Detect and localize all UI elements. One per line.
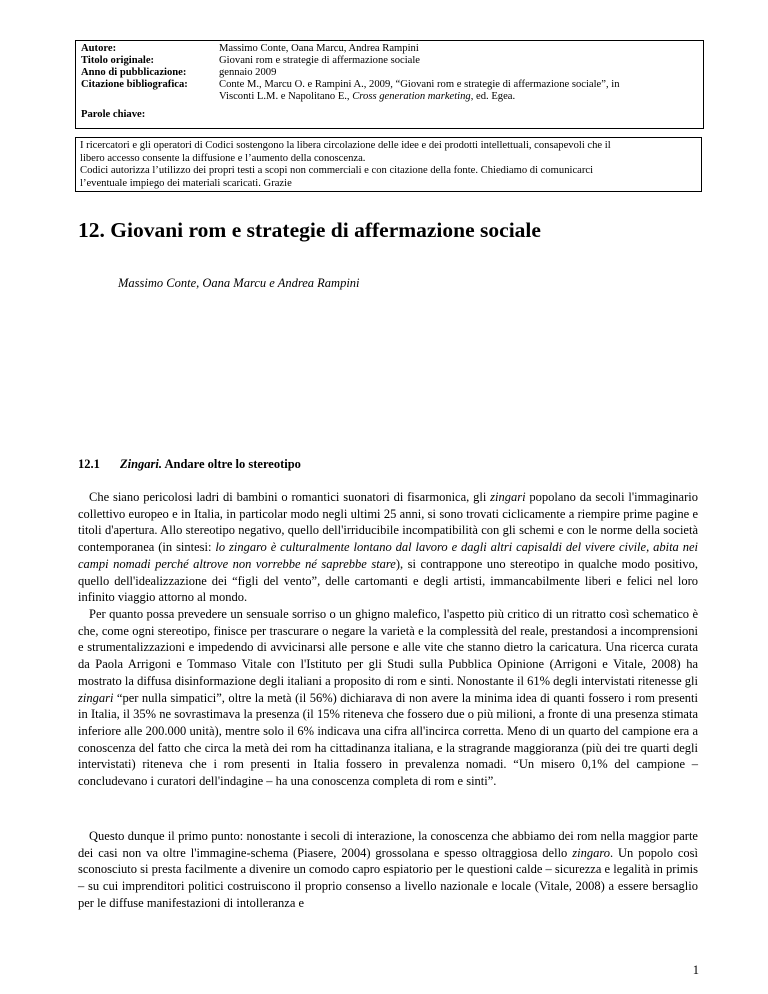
body-paragraph-1: Che siano pericolosi ladri di bambini o romantici suonatori di fisarmonica, gli zingari popolano da secoli l'immaginario collettivo europeo e in Italia, in particolar modo negli ultimi 25 anni, si sono trovati ciclicamente a riempire prime pagine e titoli d'apertura. Allo stereotipo negativo, quello dell'irriducibile incompatibilità con gli schemi e con le norme della società contemporanea (in sintesi: lo zingaro è culturalmente lontano dal lavoro e dagli altri capisaldi del vivere civile, abita nei campi nomadi perché altrove non vorrebbe né saprebbe stare), si contrappone uno stereotipo in qualche modo positivo, quello dell'idealizzazione dei “figli del vento”, delle cartomanti e degli artisti, immancabilmente liberi e felici nel loro infinito viaggio attorno al mondo. [78,490,698,605]
meta-label: Anno di pubblicazione: [81,67,187,78]
notice-line: Codici autorizza l’utilizzo dei propri testi a scopi non commerciali e con citazione della fonte. Chiediamo di comunicarci [80,165,594,176]
notice-line: I ricercatori e gli operatori di Codici sostengono la libera circolazione delle idee e dei prodotti intellettuali, consapevoli che il [80,140,611,151]
meta-value: Massimo Conte, Oana Marcu, Andrea Rampini [219,43,419,54]
meta-label: Titolo originale: [81,55,155,66]
body-paragraph-2: Per quanto possa prevedere un sensuale sorriso o un ghigno malefico, l'aspetto più critico di un ritratto così schematico è che, come ogni stereotipo, finisce per trascurare o negare la varietà e la complessità del reale, prestandosi a incomprensioni e strumentalizzazioni e impedendo di avvicinarsi alle persone e alle vite che stanno dietro la caricatura. Una ricerca curata da Paola Arrigoni e Tommaso Vitale con l'Istituto per gli Studi sulla Pubblica Opinione (Arrigoni e Vitale, 2008) ha mostrato la diffusa disinformazione degli italiani a proposito di rom e sinti. Nonostante il 61% degli intervistati ritenesse gli zingari “per nulla simpatici”, oltre la metà (il 56%) dichiarava di non avere la minima idea di quanti fossero i rom presenti in Italia, il 35% ne sovrastimava la presenza (il 15% riteneva che fossero due o più milioni, a fronte di una presenza stimata inferiore alle 200.000 unità), mentre solo il 6% indicava una cifra all'incirca corretta. Meno di un quarto del campione era a conoscenza del fatto che circa la metà dei rom ha cittadinanza italiana, e la stragrande maggioranza (più dei tre quarti degli intervistati) riteneva che i rom presenti in Italia fossero in prevalenza nomadi. “Un misero 0,1% del campione – concludevano i curatori dell'indagine – ha una conoscenza completa di rom e sinti”. [78,607,698,789]
meta-value: Giovani rom e strategie di affermazione sociale [219,55,421,66]
chapter-authors: Massimo Conte, Oana Marcu e Andrea Rampini [118,276,360,290]
chapter-title: 12. Giovani rom e strategie di affermazione sociale [78,218,541,242]
meta-value: gennaio 2009 [219,67,277,78]
body-paragraph-3: Questo dunque il primo punto: nonostante i secoli di interazione, la conoscenza che abbiamo dei rom nella maggior parte dei casi non va oltre l'immagine-schema (Piasere, 2004) grossolana e spesso oltraggiosa dello zingaro. Un popolo così sconosciuto si presta facilmente a divenire un comodo capro espiatorio per le questioni calde – sicurezza e legalità in primis – su cui imprenditori politici costruiscono il proprio consenso a livello nazionale e locale (Vitale, 2008) a essere bersaglio per le diffuse manifestazioni di intolleranza e [78,829,699,910]
section-number: 12.1 [78,457,100,471]
section-title: Zingari. Andare oltre lo stereotipo [120,457,301,471]
metadata-box [75,40,704,129]
notice-line: libero accesso consente la diffusione e l’aumento della conoscenza. [80,152,366,164]
notice-line: l’eventuale impiego dei materiali scaricati. Grazie [80,177,292,189]
page-number: 1 [692,963,699,977]
license-notice [75,137,702,192]
keywords-label: Parole chiave: [81,109,146,120]
citation-line-2: Visconti L.M. e Napolitano E., Cross generation marketing, ed. Egea. [219,91,516,102]
meta-label: Autore: [81,43,117,54]
meta-value: Conte M., Marcu O. e Rampini A., 2009, “Giovani rom e strategie di affermazione sociale”, in [219,79,620,90]
meta-label: Citazione bibliografica: [81,79,188,90]
